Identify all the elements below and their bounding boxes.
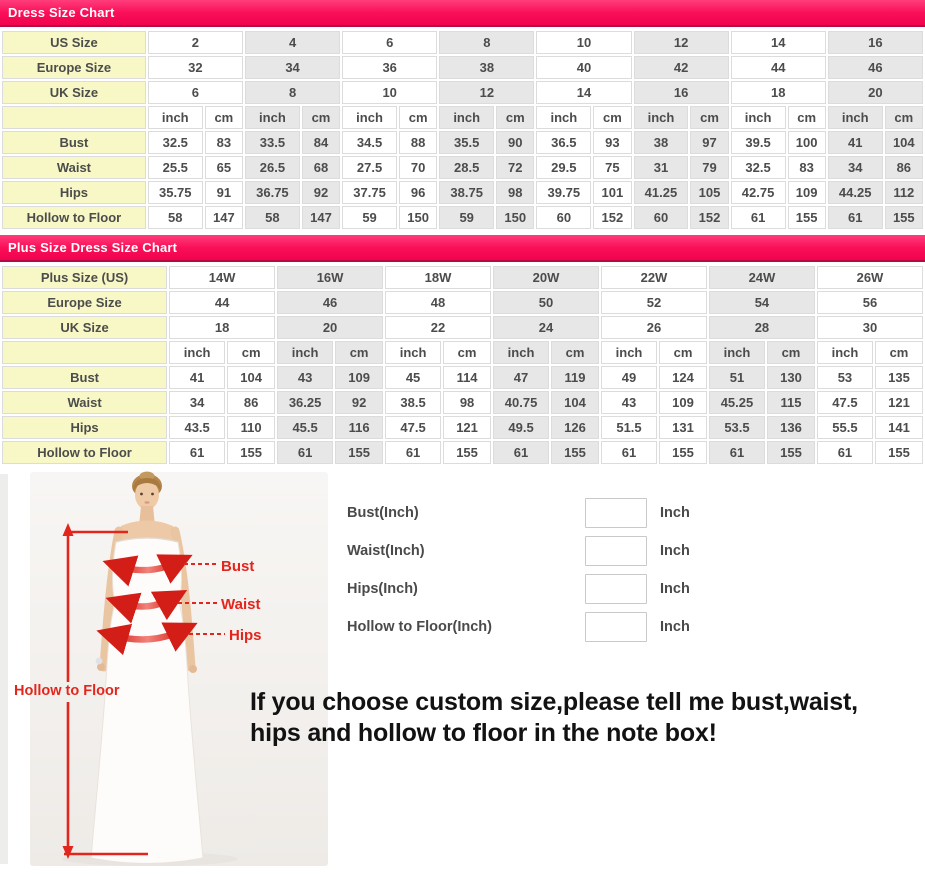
size-cell: 6 [342,31,437,54]
row-label: UK Size [2,81,146,104]
row-label: Bust [2,131,146,154]
measure-cell: 34 [169,391,225,414]
size-cell: 24W [709,266,815,289]
size-cell: 26W [817,266,923,289]
measure-cell: 37.75 [342,181,397,204]
size-cell: 52 [601,291,707,314]
row-label: US Size [2,31,146,54]
measure-cell: 45.5 [277,416,333,439]
unit-cell: inch [601,341,657,364]
measure-cell: 38 [634,131,689,154]
size-cell: 34 [245,56,340,79]
lips [144,501,149,503]
plus-size-chart-table [0,264,925,466]
measure-cell: 44.25 [828,181,883,204]
unit-cell: inch [634,106,689,129]
unit-cell: inch [817,341,873,364]
measure-cell: 147 [302,206,340,229]
measure-cell: 27.5 [342,156,397,179]
unit-cell: inch [493,341,549,364]
measure-cell: 33.5 [245,131,300,154]
measure-cell: 41.25 [634,181,689,204]
right-eye [151,493,154,496]
row-label: Europe Size [2,56,146,79]
measure-cell: 39.5 [731,131,786,154]
size-cell: 42 [634,56,729,79]
size-cell: 44 [169,291,275,314]
measure-cell: 121 [443,416,491,439]
size-cell: 20 [277,316,383,339]
size-cell: 22 [385,316,491,339]
measure-cell: 147 [205,206,243,229]
measure-cell: 45.25 [709,391,765,414]
size-cell: 20W [493,266,599,289]
waist-input[interactable] [585,536,647,566]
unit-cell: cm [302,106,340,129]
measure-cell: 47.5 [817,391,873,414]
size-cell: 20 [828,81,923,104]
unit-cell: cm [227,341,275,364]
row-label: Hips [2,416,167,439]
measure-cell: 55.5 [817,416,873,439]
size-cell: 6 [148,81,243,104]
measure-cell: 88 [399,131,437,154]
size-cell: 24 [493,316,599,339]
measure-cell: 61 [169,441,225,464]
size-cell: 18 [169,316,275,339]
row-label: Hollow to Floor [2,441,167,464]
right-hand [189,665,197,673]
size-cell: 4 [245,31,340,54]
measure-cell: 110 [227,416,275,439]
measure-cell: 39.75 [536,181,591,204]
unit-cell: cm [496,106,534,129]
measure-cell: 155 [659,441,707,464]
row-label: Plus Size (US) [2,266,167,289]
measure-cell: 28.5 [439,156,494,179]
measure-cell: 38.75 [439,181,494,204]
unit-cell: cm [205,106,243,129]
measure-cell: 155 [443,441,491,464]
size-cell: 28 [709,316,815,339]
measure-cell: 141 [875,416,923,439]
measure-cell: 126 [551,416,599,439]
unit-cell: cm [443,341,491,364]
measure-cell: 98 [443,391,491,414]
measure-cell: 51.5 [601,416,657,439]
measure-cell: 29.5 [536,156,591,179]
measure-cell: 68 [302,156,340,179]
measure-cell: 53 [817,366,873,389]
waist-unit-label: Inch [660,543,690,559]
measure-cell: 31 [634,156,689,179]
unit-cell: cm [593,106,631,129]
hips-input[interactable] [585,574,647,604]
measure-cell: 65 [205,156,243,179]
measure-cell: 109 [335,366,383,389]
bust-unit-label: Inch [660,505,690,521]
measure-cell: 61 [601,441,657,464]
row-label: Europe Size [2,291,167,314]
size-cell: 18 [731,81,826,104]
measure-cell: 35.5 [439,131,494,154]
measure-cell: 36.75 [245,181,300,204]
plus-size-chart-header: Plus Size Dress Size Chart [0,235,925,262]
unit-cell: cm [788,106,826,129]
measure-cell: 61 [385,441,441,464]
measure-cell: 49.5 [493,416,549,439]
measure-cell: 86 [885,156,923,179]
unit-cell: inch [245,106,300,129]
custom-size-form [347,498,690,642]
unit-cell: inch [709,341,765,364]
size-cell: 46 [828,56,923,79]
measure-cell: 121 [875,391,923,414]
unit-cell: cm [690,106,728,129]
bust-field-label: Bust(Inch) [347,505,419,521]
measure-cell: 36.25 [277,391,333,414]
unit-cell: cm [551,341,599,364]
size-cell: 40 [536,56,631,79]
hips-unit-label: Inch [660,581,690,597]
size-cell: 14 [536,81,631,104]
measure-cell: 75 [593,156,631,179]
unit-cell: cm [335,341,383,364]
measure-cell: 92 [335,391,383,414]
size-cell: 46 [277,291,383,314]
measure-cell: 91 [205,181,243,204]
measure-cell: 59 [342,206,397,229]
hips-figure-label: Hips [229,627,262,644]
unit-cell: inch [385,341,441,364]
measure-cell: 84 [302,131,340,154]
measure-cell: 70 [399,156,437,179]
neck [140,506,155,521]
row-label [2,341,167,364]
measure-cell: 135 [875,366,923,389]
unit-cell: inch [828,106,883,129]
row-label: UK Size [2,316,167,339]
measure-cell: 109 [659,391,707,414]
dress-size-chart-header: Dress Size Chart [0,0,925,27]
measure-cell: 32.5 [148,131,203,154]
measure-cell: 61 [817,441,873,464]
measure-cell: 105 [690,181,728,204]
size-cell: 16W [277,266,383,289]
measure-cell: 155 [885,206,923,229]
measure-cell: 150 [399,206,437,229]
measure-cell: 155 [551,441,599,464]
measure-cell: 43.5 [169,416,225,439]
unit-cell: cm [885,106,923,129]
measure-cell: 100 [788,131,826,154]
hollow-to-floor-figure-label: Hollow to Floor [14,683,120,699]
measure-cell: 61 [709,441,765,464]
measure-cell: 60 [634,206,689,229]
measure-cell: 116 [335,416,383,439]
size-cell: 16 [634,81,729,104]
row-label: Hips [2,181,146,204]
row-label: Hollow to Floor [2,206,146,229]
row-label [2,106,146,129]
measurement-figure [0,470,340,869]
measure-cell: 43 [601,391,657,414]
note-line-2: hips and hollow to floor in the note box! [250,718,717,747]
size-cell: 8 [245,81,340,104]
measure-cell: 53.5 [709,416,765,439]
measure-cell: 90 [496,131,534,154]
measure-cell: 114 [443,366,491,389]
measure-cell: 83 [788,156,826,179]
measure-cell: 58 [245,206,300,229]
size-cell: 16 [828,31,923,54]
measure-cell: 93 [593,131,631,154]
measure-cell: 97 [690,131,728,154]
measure-cell: 104 [885,131,923,154]
measure-cell: 96 [399,181,437,204]
row-label: Waist [2,156,146,179]
unit-cell: inch [439,106,494,129]
measure-cell: 61 [493,441,549,464]
measure-cell: 58 [148,206,203,229]
unit-cell: cm [659,341,707,364]
measure-cell: 49 [601,366,657,389]
measure-cell: 152 [690,206,728,229]
measure-cell: 79 [690,156,728,179]
measure-cell: 86 [227,391,275,414]
measure-cell: 155 [788,206,826,229]
measure-cell: 119 [551,366,599,389]
measure-cell: 112 [885,181,923,204]
waist-figure-label: Waist [221,596,261,613]
size-cell: 14 [731,31,826,54]
note-line-1: If you choose custom size,please tell me bust,waist, [250,688,858,716]
measure-cell: 41 [828,131,883,154]
measure-cell: 59 [439,206,494,229]
measure-cell: 38.5 [385,391,441,414]
custom-size-note [250,687,925,748]
size-cell: 12 [634,31,729,54]
size-cell: 2 [148,31,243,54]
hollow-to-floor-input[interactable] [585,612,647,642]
measure-cell: 60 [536,206,591,229]
unit-cell: inch [536,106,591,129]
model-illustration [0,470,340,869]
size-cell: 18W [385,266,491,289]
measure-cell: 42.75 [731,181,786,204]
size-cell: 12 [439,81,534,104]
measure-cell: 61 [277,441,333,464]
measure-cell: 104 [227,366,275,389]
measure-cell: 101 [593,181,631,204]
row-label: Waist [2,391,167,414]
measure-cell: 131 [659,416,707,439]
bust-input[interactable] [585,498,647,528]
size-cell: 10 [342,81,437,104]
size-cell: 14W [169,266,275,289]
unit-cell: inch [731,106,786,129]
unit-cell: cm [399,106,437,129]
unit-cell: inch [342,106,397,129]
size-cell: 38 [439,56,534,79]
measure-cell: 155 [227,441,275,464]
measure-cell: 152 [593,206,631,229]
size-cell: 50 [493,291,599,314]
measure-cell: 130 [767,366,815,389]
bust-figure-label: Bust [221,558,255,575]
measure-cell: 41 [169,366,225,389]
measure-cell: 115 [767,391,815,414]
measure-cell: 45 [385,366,441,389]
measure-cell: 124 [659,366,707,389]
measure-cell: 150 [496,206,534,229]
size-cell: 26 [601,316,707,339]
measure-cell: 61 [731,206,786,229]
size-cell: 48 [385,291,491,314]
measure-cell: 83 [205,131,243,154]
unit-cell: inch [277,341,333,364]
measure-cell: 61 [828,206,883,229]
unit-cell: cm [875,341,923,364]
hollow-to-floor-field-label: Hollow to Floor(Inch) [347,619,492,635]
measure-cell: 40.75 [493,391,549,414]
size-cell: 54 [709,291,815,314]
measure-cell: 25.5 [148,156,203,179]
dress-size-chart-table [0,29,925,231]
measure-cell: 43 [277,366,333,389]
photo-edge-strip [0,474,8,864]
size-cell: 36 [342,56,437,79]
unit-cell: inch [148,106,203,129]
bracelet [96,658,103,665]
waist-field-label: Waist(Inch) [347,543,425,559]
hollow-to-floor-unit-label: Inch [660,619,690,635]
measure-cell: 155 [767,441,815,464]
measure-cell: 155 [875,441,923,464]
measure-cell: 155 [335,441,383,464]
measurement-section [0,470,925,869]
measure-cell: 51 [709,366,765,389]
size-cell: 30 [817,316,923,339]
left-eye [140,493,143,496]
measure-cell: 26.5 [245,156,300,179]
measure-cell: 32.5 [731,156,786,179]
measure-cell: 34 [828,156,883,179]
measure-cell: 109 [788,181,826,204]
measure-cell: 136 [767,416,815,439]
measure-cell: 104 [551,391,599,414]
measure-cell: 35.75 [148,181,203,204]
size-cell: 8 [439,31,534,54]
size-cell: 32 [148,56,243,79]
measure-cell: 72 [496,156,534,179]
measure-cell: 36.5 [536,131,591,154]
measure-cell: 47.5 [385,416,441,439]
measure-cell: 92 [302,181,340,204]
size-cell: 22W [601,266,707,289]
size-cell: 56 [817,291,923,314]
unit-cell: cm [767,341,815,364]
measure-cell: 98 [496,181,534,204]
measure-cell: 34.5 [342,131,397,154]
measure-cell: 47 [493,366,549,389]
row-label: Bust [2,366,167,389]
size-cell: 44 [731,56,826,79]
hips-field-label: Hips(Inch) [347,581,418,597]
unit-cell: inch [169,341,225,364]
size-cell: 10 [536,31,631,54]
